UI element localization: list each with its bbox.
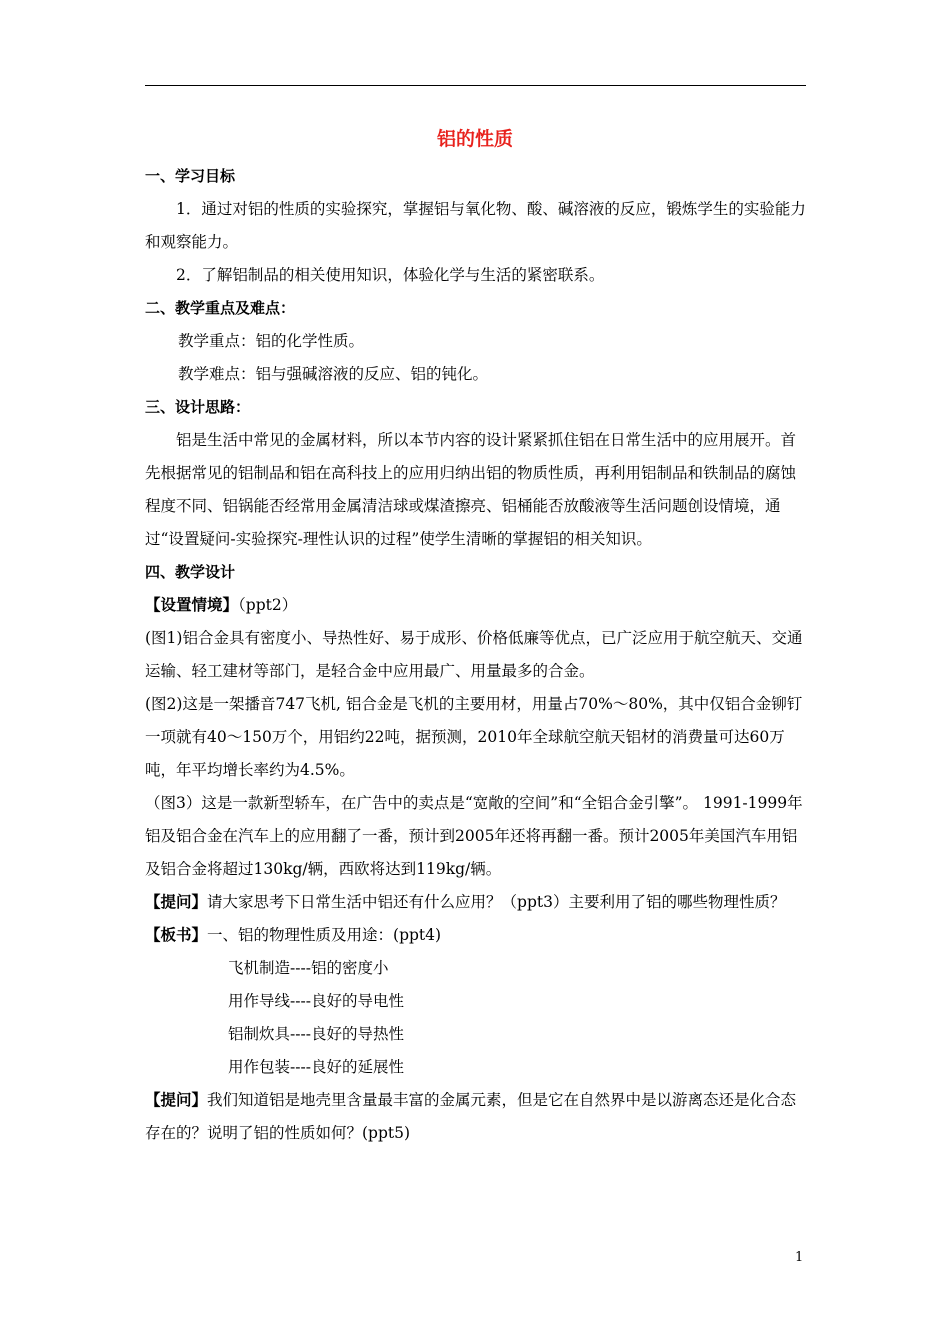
question-tag: 【提问】 (145, 1091, 208, 1109)
question-tag: 【提问】 (145, 893, 208, 911)
board-line (145, 919, 810, 952)
question-2 (145, 1084, 810, 1150)
board-item: 铝制炊具----良好的导热性 (228, 1025, 404, 1043)
board-tag: 【板书】 (145, 926, 208, 944)
objective-1: 1．通过对铝的性质的实验探究，掌握铝与氧化物、酸、碱溶液的反应，锻炼学生的实验能力和观察能力。 (145, 200, 806, 251)
header-rule (145, 85, 806, 86)
question-text: 请大家思考下日常生活中铝还有什么应用？（ppt3）主要利用了铝的哪些物理性质？ (207, 893, 786, 911)
section-heading-objectives: 一、学习目标 (145, 167, 236, 185)
board-text: 一、铝的物理性质及用途：(ppt4) (207, 926, 442, 944)
scene-ref: （ppt2） (238, 596, 298, 614)
design-idea-paragraph: 铝是生活中常见的金属材料，所以本节内容的设计紧紧抓住铝在日常生活中的应用展开。首先根据常见的铝制品和铝在高科技上的应用归纳出铝的物质性质，再利用铝制品和铁制品的腐蚀程度不同、铝锅能否经常用金属清洁球或煤渣擦亮、铝桶能否放酸液等生活问题创设情境，通过“设置疑问-实验探究-理性认识的过程”使学生清晰的掌握铝的相关知识。 (145, 431, 797, 548)
scene-tag: 【设置情境】 (145, 596, 239, 614)
figure-2-paragraph: (图2)这是一架播音747飞机, 铝合金是飞机的主要用材，用量占70%～80%，其中仅铝合金铆钉一项就有40～150万个，用铝约22吨，据预测，2010年全球航空航天铝材的消费量可达60万吨，年平均增长率约为4.5%。 (145, 695, 803, 779)
page-number: 1 (795, 1250, 804, 1265)
board-item: 用作包装----良好的延展性 (228, 1058, 404, 1076)
question-1 (145, 886, 810, 919)
document-body (145, 160, 810, 1150)
key-point: 教学重点：铝的化学性质。 (178, 332, 365, 350)
section-heading-key-points: 二、教学重点及难点： (145, 299, 296, 317)
objective-2: 2．了解铝制品的相关使用知识，体验化学与生活的紧密联系。 (176, 266, 605, 284)
section-heading-design-idea: 三、设计思路： (145, 398, 251, 416)
difficult-point: 教学难点：铝与强碱溶液的反应、铝的钝化。 (178, 365, 489, 383)
question-text: 我们知道铝是地壳里含量最丰富的金属元素，但是它在自然界中是以游离态还是化合态存在的？说明了铝的性质如何？(ppt5) (145, 1091, 797, 1142)
scene-line (145, 589, 810, 622)
figure-1-paragraph: (图1)铝合金具有密度小、导热性好、易于成形、价格低廉等优点，已广泛应用于航空航天、交通运输、轻工建材等部门，是轻合金中应用最广、用量最多的合金。 (145, 629, 803, 680)
page-title: 铝的性质 (436, 128, 513, 150)
board-item: 飞机制造----铝的密度小 (228, 959, 389, 977)
section-heading-teaching-design: 四、教学设计 (145, 563, 236, 581)
figure-3-paragraph: （图3）这是一款新型轿车，在广告中的卖点是“宽敞的空间”和“全铝合金引擎”。 1991-1999年铝及铝合金在汽车上的应用翻了一番，预计到2005年还将再翻一番。预计2005年美国汽车用铝及铝合金将超过130kg/辆，西欧将达到119kg/辆。 (145, 794, 803, 878)
board-item: 用作导线----良好的导电性 (228, 992, 404, 1010)
